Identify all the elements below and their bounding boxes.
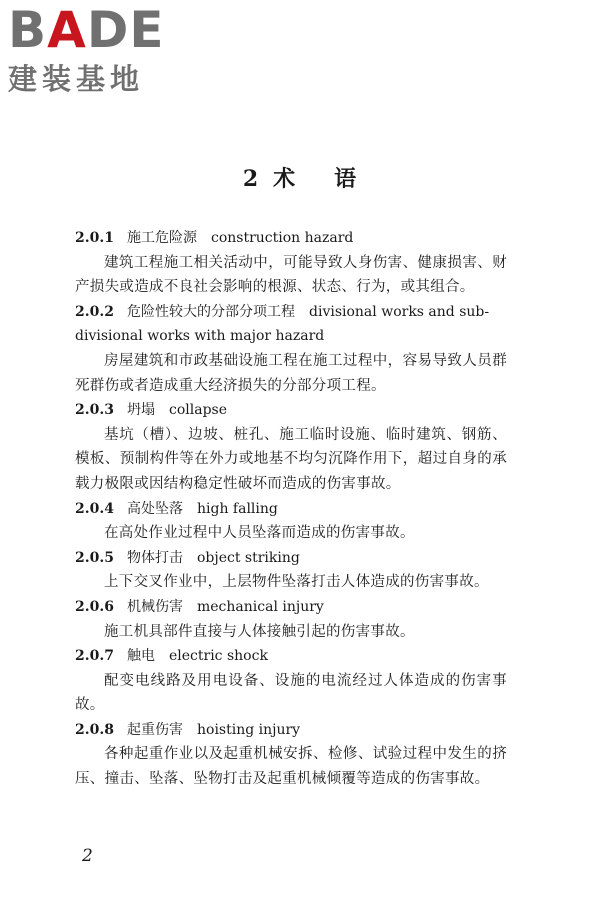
term-code: 2.0.3: [75, 402, 114, 419]
term-chinese: 危险性较大的分部分项工程: [127, 303, 295, 320]
term-definition: 配变电线路及用电设备、设施的电流经过人体造成的伤害事故。: [75, 672, 507, 714]
term-chinese: 物体打击: [127, 549, 183, 566]
term-code: 2.0.4: [75, 500, 114, 517]
term-definition: 各种起重作业以及起重机械安拆、检修、试验过程中发生的挤压、撞击、坠落、坠物打击及起重机械倾覆等造成的伤害事故。: [75, 746, 507, 788]
chapter-word-2: 语: [334, 166, 358, 192]
term-definition: 在高处作业过程中人员坠落而造成的伤害事故。: [104, 525, 415, 542]
brand-logo: [8, 1, 183, 96]
term-english: object striking: [197, 549, 300, 566]
term-heading: [75, 595, 507, 620]
logo-letters-de: DE: [86, 1, 165, 59]
term-entry: [75, 300, 507, 398]
term-code: 2.0.6: [75, 598, 114, 615]
chapter-word-1: 术: [273, 166, 297, 192]
term-definition: 基坑（槽）、边坡、桩孔、施工临时设施、临时建筑、钢筋、模板、预制构件等在外力或地基不均匀沉降作用下，超过自身的承载力极限或因结构稳定性破坏而造成的伤害事故。: [75, 426, 507, 492]
term-code: 2.0.2: [75, 303, 114, 320]
term-definition: 上下交叉作业中，上层物件坠落打击人体造成的伤害事故。: [104, 574, 489, 591]
term-heading: [75, 226, 507, 251]
term-definition: 建筑工程施工相关活动中，可能导致人身伤害、健康损害、财产损失或造成不良社会影响的根源、状态、行为，或其组合。: [75, 254, 507, 296]
term-code: 2.0.5: [75, 549, 114, 566]
term-english: divisional works and sub-: [309, 303, 490, 320]
term-definition: 施工机具部件直接与人体接触引起的伤害事故。: [104, 623, 415, 640]
term-chinese: 施工危险源: [127, 230, 197, 246]
term-heading: [75, 546, 507, 571]
term-chinese: 起重伤害: [127, 721, 183, 738]
term-entry: [75, 398, 507, 496]
term-entry: [75, 595, 507, 644]
term-chinese: 触电: [127, 648, 155, 665]
term-definition: 房屋建筑和市政基础设施工程在施工过程中，容易导致人员群死群伤或者造成重大经济损失的分部分项工程。: [75, 352, 507, 394]
term-entry: [75, 226, 507, 300]
term-entry: [75, 644, 507, 718]
term-code: 2.0.8: [75, 721, 114, 738]
term-heading: [75, 497, 507, 522]
term-english: hoisting injury: [197, 721, 301, 738]
logo-chinese: 建装基地: [8, 62, 145, 96]
term-heading: [75, 644, 507, 669]
page-number: 2: [82, 846, 93, 866]
logo-letter-a: A: [47, 1, 87, 59]
terms-list: [75, 226, 507, 792]
chapter-title: [0, 162, 600, 193]
term-heading: [75, 398, 507, 423]
term-english-continued: divisional works with major hazard: [75, 328, 325, 345]
term-english: construction hazard: [211, 230, 354, 246]
term-english: electric shock: [169, 648, 268, 665]
term-chinese: 高处坠落: [127, 500, 183, 517]
term-entry: [75, 546, 507, 595]
term-heading: [75, 718, 507, 743]
term-english: high falling: [197, 500, 278, 517]
term-entry: [75, 497, 507, 546]
term-code: 2.0.7: [75, 648, 114, 665]
term-heading: [75, 300, 507, 325]
term-english: collapse: [169, 402, 228, 419]
term-entry: [75, 718, 507, 792]
chapter-number: 2: [242, 166, 260, 192]
logo-letter-b: B: [8, 1, 48, 59]
logo-wordmark: [8, 1, 183, 59]
term-english: mechanical injury: [197, 598, 324, 615]
term-chinese: 机械伤害: [127, 598, 183, 615]
term-chinese: 坍塌: [127, 402, 155, 419]
term-code: 2.0.1: [75, 230, 114, 246]
